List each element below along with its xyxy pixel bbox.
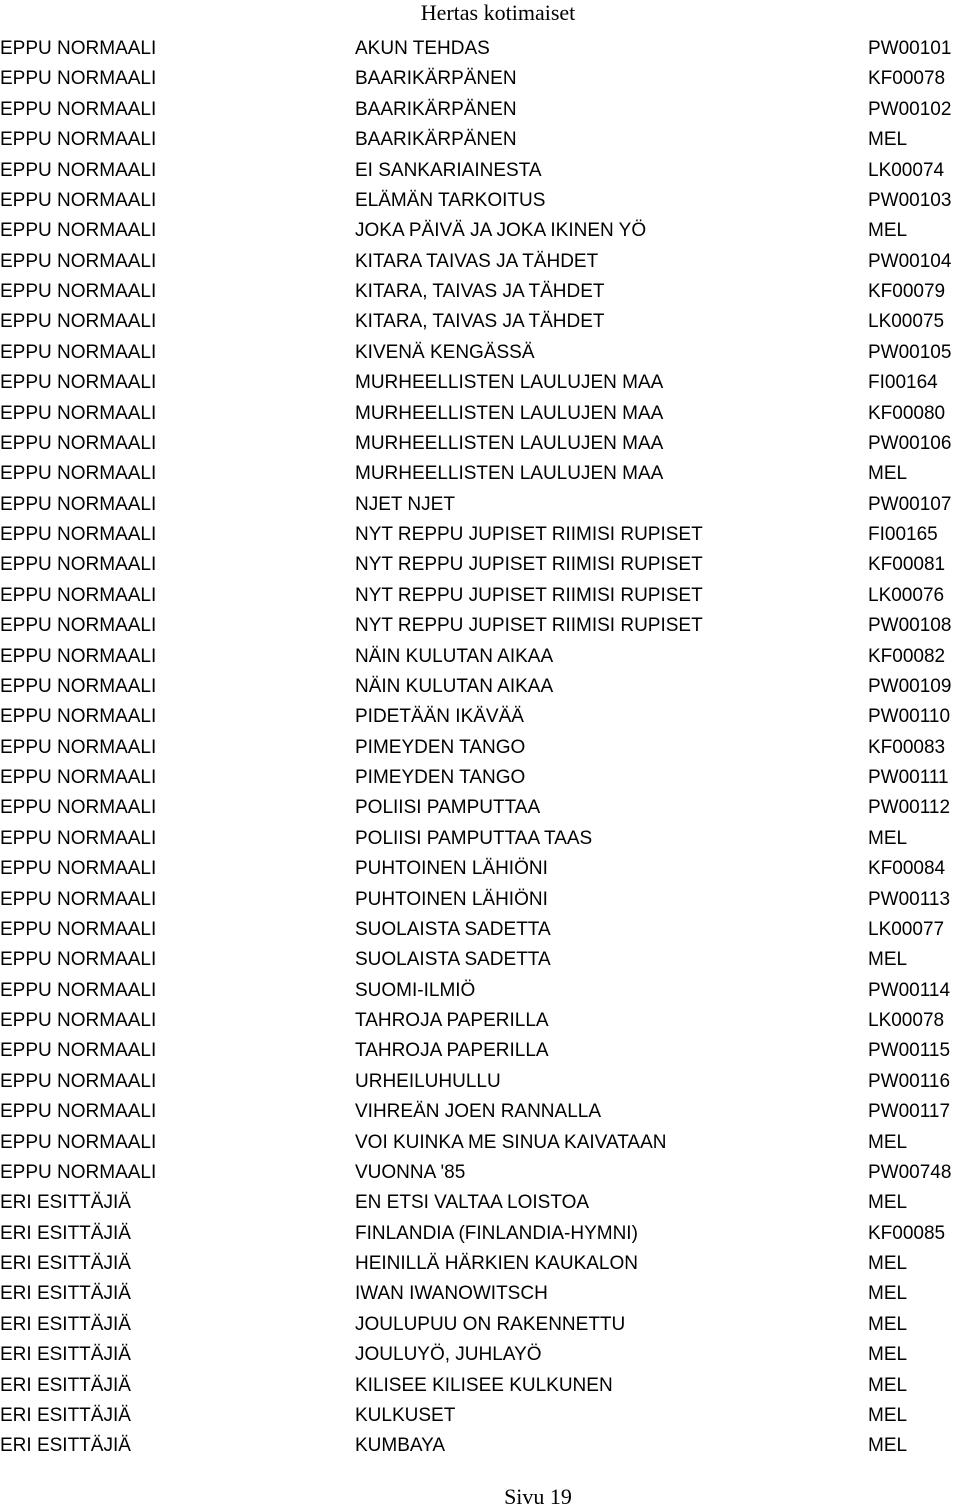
list-item (0, 581, 960, 611)
title-cell: SUOLAISTA SADETTA (355, 918, 551, 940)
title-cell: FINLANDIA (FINLANDIA-HYMNI) (355, 1222, 638, 1244)
artist-cell: EPPU NORMAALI (0, 68, 157, 90)
list-item (0, 1128, 960, 1158)
artist-cell: ERI ESITTÄJIÄ (0, 1435, 131, 1457)
artist-cell: EPPU NORMAALI (0, 675, 157, 697)
list-item (0, 1036, 960, 1066)
title-cell: KITARA, TAIVAS JA TÄHDET (355, 281, 605, 302)
artist-cell: ERI ESITTÄJIÄ (0, 1222, 131, 1244)
title-cell: TAHROJA PAPERILLA (355, 1010, 549, 1031)
title-cell: KILISEE KILISEE KULKUNEN (355, 1374, 613, 1396)
artist-cell: EPPU NORMAALI (0, 584, 157, 606)
list-item (0, 338, 960, 368)
code-cell: PW00116 (868, 1070, 951, 1092)
title-cell: PUHTOINEN LÄHIÖNI (355, 888, 548, 910)
title-cell: NÄIN KULUTAN AIKAA (355, 675, 554, 697)
list-item (0, 1249, 960, 1279)
list-item (0, 642, 960, 672)
list-item (0, 64, 960, 94)
title-cell: URHEILUHULLU (355, 1070, 501, 1092)
title-cell: JOULUYÖ, JUHLAYÖ (355, 1344, 542, 1366)
artist-cell: EPPU NORMAALI (0, 979, 157, 1001)
artist-cell: EPPU NORMAALI (0, 1040, 157, 1062)
title-cell: POLIISI PAMPUTTAA TAAS (355, 827, 593, 849)
list-item (0, 1158, 960, 1188)
list-item (0, 247, 960, 277)
song-list (0, 34, 960, 1462)
code-cell: MEL (868, 463, 908, 485)
list-item (0, 277, 960, 307)
artist-cell: EPPU NORMAALI (0, 524, 157, 545)
artist-cell: EPPU NORMAALI (0, 189, 157, 211)
title-cell: NÄIN KULUTAN AIKAA (355, 645, 554, 667)
code-cell: PW00101 (868, 38, 952, 59)
title-cell: JOULUPUU ON RAKENNETTU (355, 1313, 626, 1335)
title-cell: KUMBAYA (355, 1435, 446, 1457)
list-item (0, 186, 960, 216)
code-cell: KF00085 (868, 1222, 946, 1244)
code-cell: MEL (868, 1404, 908, 1426)
list-item (0, 125, 960, 155)
title-cell: AKUN TEHDAS (355, 38, 490, 59)
title-cell: TAHROJA PAPERILLA (355, 1040, 549, 1062)
title-cell: PUHTOINEN LÄHIÖNI (355, 858, 548, 880)
artist-cell: ERI ESITTÄJIÄ (0, 1283, 131, 1305)
list-item (0, 399, 960, 429)
code-cell: PW00102 (868, 98, 952, 120)
list-item (0, 1310, 960, 1340)
code-cell: MEL (868, 1435, 908, 1457)
title-cell: MURHEELLISTEN LAULUJEN MAA (355, 432, 664, 454)
artist-cell: EPPU NORMAALI (0, 98, 157, 120)
title-cell: SUOMI-ILMIÖ (355, 979, 476, 1001)
code-cell: MEL (868, 1283, 908, 1305)
code-cell: MEL (868, 949, 908, 971)
title-cell: PIMEYDEN TANGO (355, 767, 526, 788)
title-cell: PIDETÄÄN IKÄVÄÄ (355, 706, 524, 728)
title-cell: EI SANKARIAINESTA (355, 159, 542, 181)
list-item (0, 915, 960, 945)
list-item (0, 611, 960, 641)
title-cell: EN ETSI VALTAA LOISTOA (355, 1192, 590, 1214)
code-cell: PW00110 (868, 706, 951, 728)
code-cell: PW00109 (868, 675, 952, 697)
list-item (0, 156, 960, 186)
page-title: Hertas kotimaiset (420, 0, 576, 25)
artist-cell: ERI ESITTÄJIÄ (0, 1374, 131, 1396)
list-item (0, 1371, 960, 1401)
code-cell: PW00111 (868, 767, 949, 788)
list-item (0, 307, 960, 337)
artist-cell: EPPU NORMAALI (0, 311, 157, 333)
title-cell: BAARIKÄRPÄNEN (355, 129, 517, 151)
code-cell: PW00117 (868, 1101, 951, 1123)
artist-cell: EPPU NORMAALI (0, 341, 157, 363)
list-item (0, 490, 960, 520)
artist-cell: EPPU NORMAALI (0, 159, 157, 181)
artist-cell: EPPU NORMAALI (0, 888, 157, 910)
code-cell: MEL (868, 1192, 908, 1214)
list-item (0, 1067, 960, 1097)
code-cell: MEL (868, 129, 908, 151)
list-item (0, 550, 960, 580)
code-cell: MEL (868, 1131, 908, 1153)
artist-cell: ERI ESITTÄJIÄ (0, 1404, 131, 1426)
list-item (0, 368, 960, 398)
code-cell: LK00078 (868, 1010, 945, 1031)
title-cell: NYT REPPU JUPISET RIIMISI RUPISET (355, 584, 703, 606)
artist-cell: EPPU NORMAALI (0, 402, 157, 424)
artist-cell: EPPU NORMAALI (0, 220, 157, 242)
code-cell: KF00081 (868, 554, 946, 576)
title-cell: POLIISI PAMPUTTAA (355, 797, 541, 819)
artist-cell: EPPU NORMAALI (0, 736, 157, 758)
code-cell: PW00106 (868, 432, 952, 454)
artist-cell: EPPU NORMAALI (0, 432, 157, 454)
title-cell: KULKUSET (355, 1404, 456, 1426)
artist-cell: EPPU NORMAALI (0, 706, 157, 728)
list-item (0, 976, 960, 1006)
code-cell: LK00076 (868, 584, 945, 606)
title-cell: ELÄMÄN TARKOITUS (355, 189, 546, 211)
artist-cell: EPPU NORMAALI (0, 797, 157, 819)
title-cell: MURHEELLISTEN LAULUJEN MAA (355, 372, 664, 394)
title-cell: JOKA PÄIVÄ JA JOKA IKINEN YÖ (355, 220, 647, 242)
artist-cell: ERI ESITTÄJIÄ (0, 1344, 131, 1366)
code-cell: PW00115 (868, 1040, 951, 1062)
title-cell: MURHEELLISTEN LAULUJEN MAA (355, 402, 664, 424)
title-cell: NYT REPPU JUPISET RIIMISI RUPISET (355, 615, 703, 637)
code-cell: KF00082 (868, 645, 946, 667)
artist-cell: EPPU NORMAALI (0, 129, 157, 151)
list-item (0, 824, 960, 854)
list-item (0, 1279, 960, 1309)
artist-cell: EPPU NORMAALI (0, 1010, 157, 1031)
artist-cell: ERI ESITTÄJIÄ (0, 1253, 131, 1274)
title-cell: NYT REPPU JUPISET RIIMISI RUPISET (355, 524, 703, 545)
artist-cell: EPPU NORMAALI (0, 858, 157, 880)
list-item (0, 34, 960, 64)
artist-cell: EPPU NORMAALI (0, 767, 157, 788)
list-item (0, 1401, 960, 1431)
title-cell: PIMEYDEN TANGO (355, 736, 526, 758)
code-cell: MEL (868, 1313, 908, 1335)
code-cell: PW00114 (868, 979, 951, 1001)
artist-cell: EPPU NORMAALI (0, 463, 157, 485)
code-cell: PW00105 (868, 341, 952, 363)
artist-cell: EPPU NORMAALI (0, 1101, 157, 1123)
title-cell: NJET NJET (355, 493, 455, 515)
artist-cell: EPPU NORMAALI (0, 38, 157, 59)
title-cell: NYT REPPU JUPISET RIIMISI RUPISET (355, 554, 703, 576)
code-cell: MEL (868, 220, 908, 242)
code-cell: FI00164 (868, 372, 938, 394)
title-cell: IWAN IWANOWITSCH (355, 1283, 548, 1305)
code-cell: KF00084 (868, 858, 946, 880)
code-cell: PW00107 (868, 493, 952, 515)
list-item (0, 1219, 960, 1249)
title-cell: KITARA TAIVAS JA TÄHDET (355, 250, 599, 272)
code-cell: PW00104 (868, 250, 952, 272)
title-cell: KIVENÄ KENGÄSSÄ (355, 341, 535, 363)
code-cell: MEL (868, 1253, 908, 1274)
title-cell: HEINILLÄ HÄRKIEN KAUKALON (355, 1253, 638, 1274)
artist-cell: EPPU NORMAALI (0, 372, 157, 394)
list-item (0, 95, 960, 125)
code-cell: LK00077 (868, 918, 945, 940)
artist-cell: EPPU NORMAALI (0, 493, 157, 515)
list-item (0, 672, 960, 702)
code-cell: PW00748 (868, 1161, 952, 1183)
code-cell: KF00079 (868, 281, 946, 302)
artist-cell: EPPU NORMAALI (0, 1070, 157, 1092)
title-cell: SUOLAISTA SADETTA (355, 949, 551, 971)
artist-cell: EPPU NORMAALI (0, 949, 157, 971)
list-item (0, 854, 960, 884)
code-cell: KF00078 (868, 68, 946, 90)
artist-cell: EPPU NORMAALI (0, 1161, 157, 1183)
list-item (0, 733, 960, 763)
title-cell: BAARIKÄRPÄNEN (355, 98, 517, 120)
page-number: Sivu 19 (504, 1484, 572, 1509)
code-cell: PW00108 (868, 615, 952, 637)
code-cell: LK00074 (868, 159, 945, 181)
code-cell: PW00112 (868, 797, 951, 819)
list-item (0, 429, 960, 459)
artist-cell: EPPU NORMAALI (0, 645, 157, 667)
title-cell: VOI KUINKA ME SINUA KAIVATAAN (355, 1131, 667, 1153)
artist-cell: EPPU NORMAALI (0, 827, 157, 849)
list-item (0, 520, 960, 550)
list-item (0, 1188, 960, 1218)
title-cell: VIHREÄN JOEN RANNALLA (355, 1101, 602, 1123)
title-cell: MURHEELLISTEN LAULUJEN MAA (355, 463, 664, 485)
list-item (0, 1340, 960, 1370)
artist-cell: EPPU NORMAALI (0, 554, 157, 576)
code-cell: MEL (868, 1374, 908, 1396)
code-cell: MEL (868, 1344, 908, 1366)
code-cell: KF00083 (868, 736, 946, 758)
list-item (0, 1006, 960, 1036)
code-cell: FI00165 (868, 524, 938, 545)
list-item (0, 763, 960, 793)
list-item (0, 702, 960, 732)
list-item (0, 945, 960, 975)
code-cell: LK00075 (868, 311, 945, 333)
title-cell: BAARIKÄRPÄNEN (355, 68, 517, 90)
code-cell: PW00113 (868, 888, 951, 910)
artist-cell: EPPU NORMAALI (0, 250, 157, 272)
code-cell: KF00080 (868, 402, 946, 424)
artist-cell: ERI ESITTÄJIÄ (0, 1313, 131, 1335)
list-item (0, 216, 960, 246)
title-cell: KITARA, TAIVAS JA TÄHDET (355, 311, 605, 333)
list-item (0, 1431, 960, 1461)
title-cell: VUONNA '85 (355, 1161, 466, 1183)
artist-cell: EPPU NORMAALI (0, 918, 157, 940)
list-item (0, 793, 960, 823)
list-item (0, 1097, 960, 1127)
code-cell: MEL (868, 827, 908, 849)
code-cell: PW00103 (868, 189, 952, 211)
artist-cell: EPPU NORMAALI (0, 1131, 157, 1153)
list-item (0, 885, 960, 915)
artist-cell: ERI ESITTÄJIÄ (0, 1192, 131, 1214)
artist-cell: EPPU NORMAALI (0, 281, 157, 302)
artist-cell: EPPU NORMAALI (0, 615, 157, 637)
list-item (0, 459, 960, 489)
